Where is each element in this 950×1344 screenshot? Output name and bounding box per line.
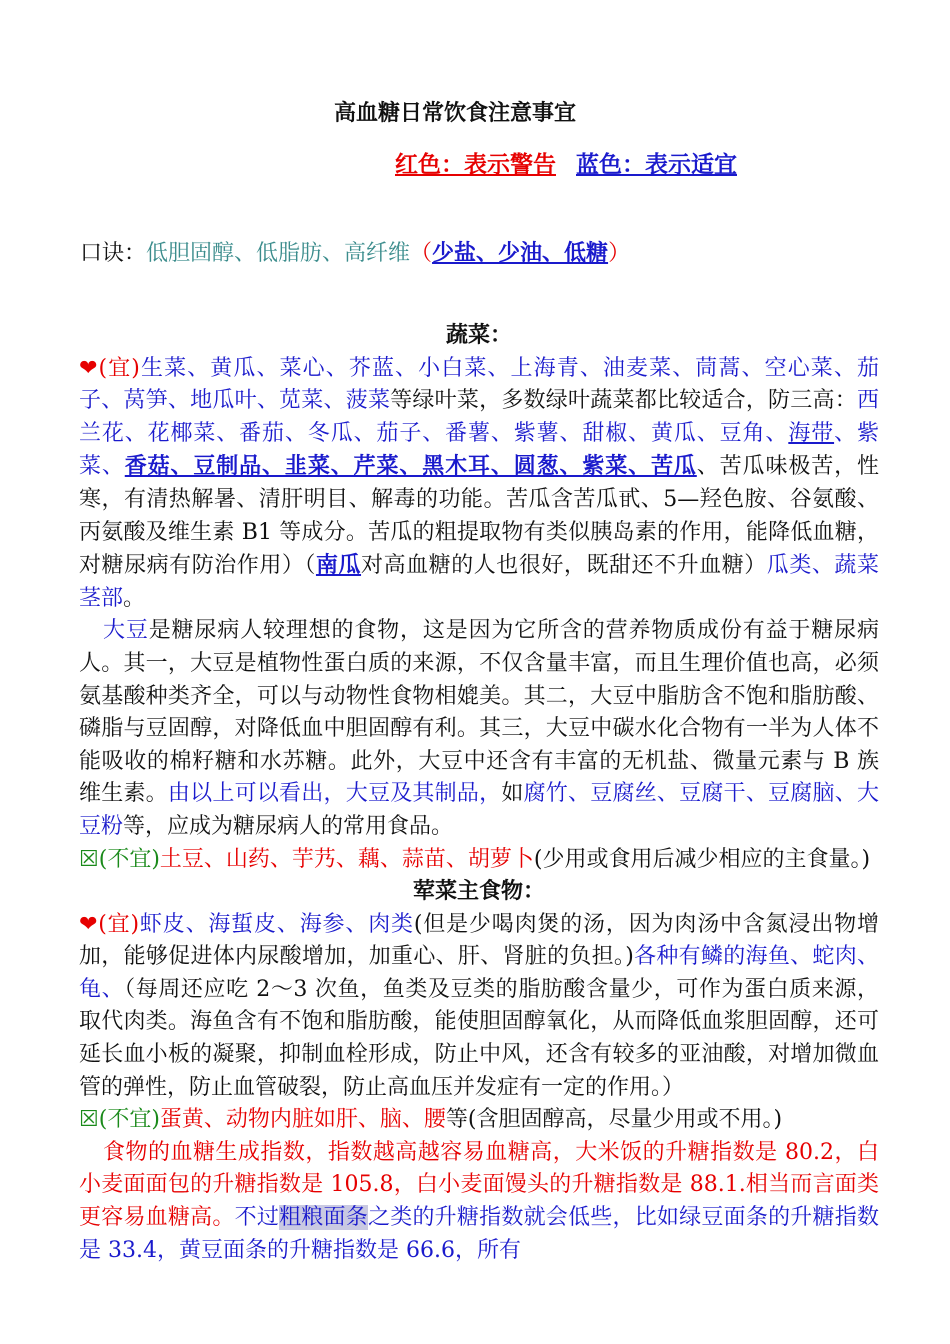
legend-red: 红色：表示警告 <box>395 151 556 178</box>
veg-text-1: 等绿叶菜，多数绿叶蔬菜都比较适合，防三高： <box>390 388 857 414</box>
meat-list-2: 各种有鳞的海鱼、蛇肉、龟、 <box>79 944 879 1002</box>
glycemic-index-paragraph <box>79 1137 879 1267</box>
veg-kelp: 海带 <box>788 420 835 446</box>
meat-list-1: 虾皮、海蜇皮、海参、肉类 <box>139 911 414 937</box>
soybean-paragraph <box>79 615 879 843</box>
veg-unsuitable-paragraph <box>79 844 879 877</box>
veg-unsuitable-note: (少用或食用后减少相应的主食量。) <box>533 846 871 872</box>
meat-unsuitable-note: 等(含胆固醇高，尽量少用或不用。) <box>445 1107 783 1133</box>
soybean-term: 大豆 <box>103 618 149 644</box>
motto-main: 低胆固醇、低脂肪、高纤维 <box>146 241 411 266</box>
glycemic-coarse-text: 之类的升糖指数就会低些，比如绿豆面条的升糖指数是 33.4，黄豆面条的升糖指数是 66.6，所有 <box>79 1205 879 1263</box>
meat-suitable-paragraph <box>79 909 879 1105</box>
veg-list-2: 西兰花、花椰菜、番茄、冬瓜、茄子、番薯、紫薯、甜椒、黄瓜、豆角、 <box>79 388 879 446</box>
suitable-tag: (宜) <box>98 355 140 381</box>
veg-text-4: 。 <box>123 585 146 611</box>
meat-unsuitable-paragraph <box>79 1104 879 1137</box>
meat-unsuitable-list: 蛋黄、动物内脏如肝、脑、腰 <box>159 1107 446 1133</box>
soybean-products: 腐竹、豆腐丝、豆腐干、豆腐脑、大豆粉 <box>79 781 879 839</box>
coarse-noodles-highlight: 粗粮面条 <box>279 1205 368 1231</box>
glycemic-warning: 食物的血糖生成指数，指数越高越容易血糖高，大米饭的升糖指数是 80.2，白小麦面面包的升糖指数是 105.8，白小麦面馒头的升糖指数是 88.1.相当而言面类更容易血糖高。 <box>79 1139 879 1231</box>
veg-list-1: 生菜、黄瓜、菜心、芥蓝、小白菜、上海青、油麦菜、茼蒿、空心菜、茄子、莴笋、地瓜叶、苋菜、菠菜 <box>79 355 879 414</box>
veg-pumpkin: 南瓜 <box>315 552 362 579</box>
veg-suitable-paragraph <box>79 353 879 616</box>
soybean-text: 是糖尿病人较理想的食物，这是因为它所含的营养物质成份有益于糖尿病人。其一，大豆是植物性蛋白质的来源，不仅含量丰富，而且生理价值也高，必须氨基酸种类齐全，可以与动物性食物相媲美。其二，大豆中脂肪含不饱和脂肪酸、磷脂与豆固醇，对降低血中胆固醇有利。其三，大豆中碳水化合物有一半为人体不能吸收的棉籽糖和水苏糖。此外，大豆中还含有丰富的无机盐、微量元素与 B 族维生素。 <box>79 618 879 807</box>
veg-list-bold: 香菇、豆制品、韭菜、芹菜、黑木耳、圆葱、紫菜、苦瓜 <box>124 453 697 480</box>
document-body <box>79 320 879 1267</box>
motto-close-paren: ） <box>608 241 631 266</box>
veg-list-3: 、紫菜、 <box>79 420 879 480</box>
ballot-x-icon: ☒ <box>79 846 99 872</box>
motto-open-paren: （ <box>410 241 433 266</box>
suitable-tag: (宜) <box>98 911 140 937</box>
soybean-such-as: 如 <box>501 781 524 807</box>
legend-blue: 蓝色：表示适宜 <box>576 151 737 178</box>
meat-text-2: （每周还应吃 2～3 次鱼，鱼类及豆类的脂肪酸含量少，可作为蛋白质来源，取代肉类。海鱼含有不饱和脂肪酸，能使胆固醇氧化，从而降低血浆胆固醇，还可延长血小板的凝聚，抑制血栓形成，防止中风，还含有较多的亚油酸，对增加微血管的弹性，防止血管破裂，防止高血压并发症有一定的作用。） <box>79 976 879 1100</box>
section-heading-meat: 荤菜主食物： <box>412 879 545 905</box>
motto-emphasis: 少盐、少油、低糖 <box>432 240 609 266</box>
motto-label: 口诀： <box>80 241 147 266</box>
motto-line <box>80 236 630 267</box>
soybean-conclusion: 由以上可以看出，大豆及其制品， <box>167 781 502 807</box>
unsuitable-tag: (不宜) <box>98 1107 160 1133</box>
color-legend <box>395 146 737 179</box>
glycemic-however: 不过 <box>234 1205 280 1231</box>
heart-icon: ❤ <box>79 911 99 937</box>
ballot-x-icon: ☒ <box>79 1107 99 1133</box>
meat-text-1: (但是少喝肉煲的汤，因为肉汤中含氮浸出物增加，能够促进体内尿酸增加，加重心、肝、肾脏的负担。) <box>79 911 879 970</box>
section-heading-vegetables: 蔬菜： <box>445 323 512 348</box>
veg-text-2: 、苦瓜味极苦，性寒，有清热解暑、清肝明目、解毒的功能。苦瓜含苦瓜甙、5—羟色胺、谷氨酸、丙氨酸及维生素 B1 等成分。苦瓜的粗提取物有类似胰岛素的作用，能降低血糖，对糖尿病有防治作用）（ <box>79 454 879 579</box>
document-title: 高血糖日常饮食注意事宜 <box>333 100 576 126</box>
veg-unsuitable-list: 土豆、山药、芋艿、藕、蒜苗、胡萝卜 <box>159 846 534 872</box>
unsuitable-tag: (不宜) <box>98 846 160 872</box>
soybean-end: 等，应成为糖尿病人的常用食品。 <box>123 813 454 839</box>
veg-text-3: 对高血糖的人也很好，既甜还不升血糖） <box>361 553 767 579</box>
heart-icon: ❤ <box>79 355 99 381</box>
veg-list-4: 瓜类、蔬菜茎部 <box>79 553 879 611</box>
